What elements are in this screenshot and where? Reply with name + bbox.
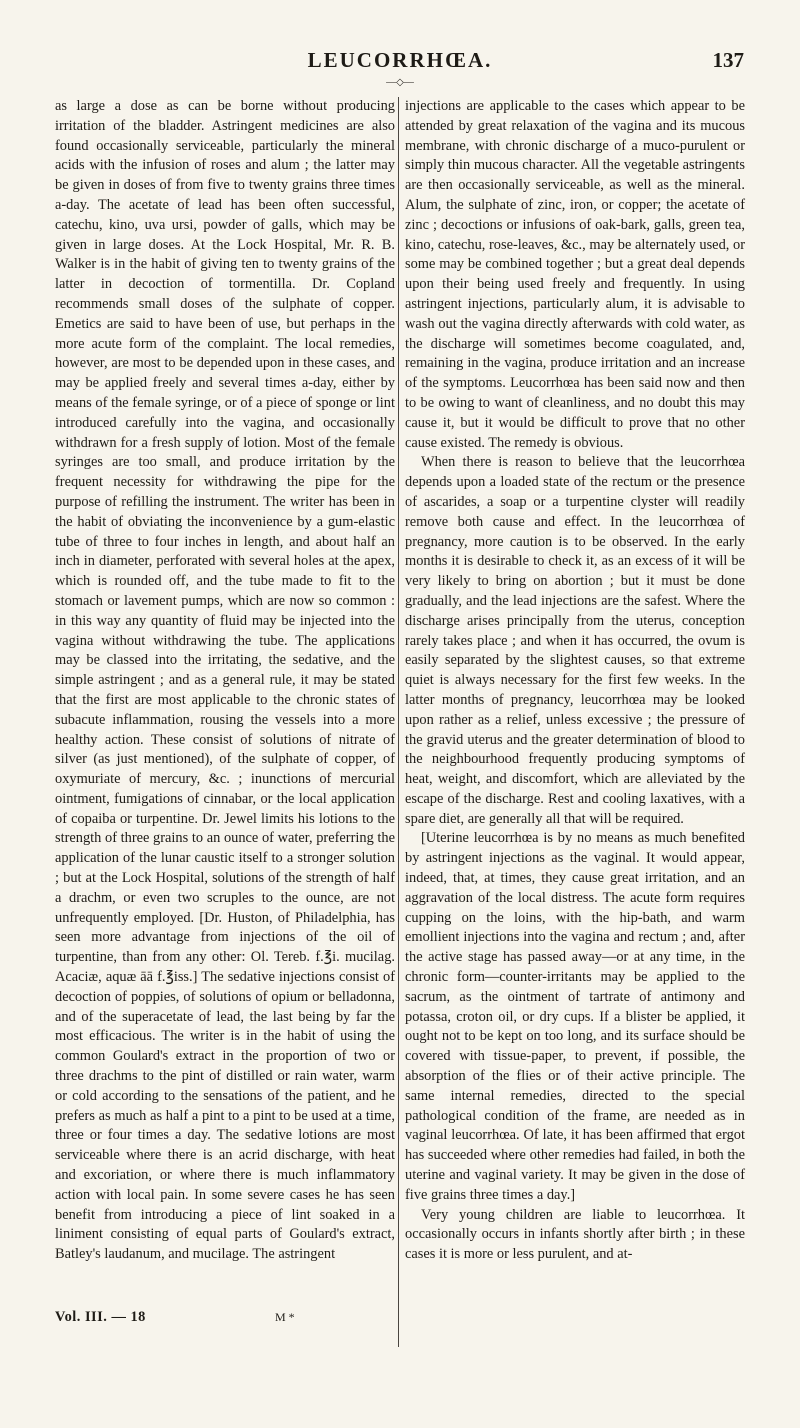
paragraph: as large a dose as can be borne without producing irritation of the bladder. Astringent medicines are also found occasionally serviceable, particularly the mineral acids with the infusion of roses and alum ; the latter may be given in doses of from five to twenty grains three times a-day. The acetate of lead has been often successful, catechu, kino, uva ursi, powder of galls, which may be given in large doses. At the Lock Hospital, Mr. R. B. Walker is in the habit of giving ten to twenty grains of the latter in decoction of tormentilla. Dr. Copland recommends small doses of the sulphate of copper. Emetics are said to have been of use, but perhaps in the more acute form of the complaint. The local remedies, however, are most to be depended upon in these cases, and may be applied freely and several times a-day, either by means of the female syringe, or of a piece of sponge or lint introduced carefully into the vagina, and occasionally withdrawn for a fresh supply of lotion. Most of the female syringes are too small, and produce irritation by the frequent necessity for withdrawing the pipe for the purpose of refilling the instrument. The writer has been in the habit of obviating the inconvenience by a gum-elastic tube of three to four inches in length, and about half an inch in diameter, perforated with several holes at the apex, which is rounded off, and the tube made to fit to the stomach or lavement pumps, which are now so common : in this way any quantity of fluid may be injected into the vagina without withdrawing the tube. The applications may be classed into the irritating, the sedative, and the simple astringent ; and as a general rule, it may be stated that the first are most applicable to the chronic states of subacute inflammation, rousing the vessels into a more healthy action. These consist of solutions of nitrate of silver (as just mentioned), of the sulphate of copper, of oxymuriate of mercury, &c. ; inunctions of mercurial ointment, fumigations of cinnabar, or the local application of copaiba or turpentine. Dr. Jewel limits his lotions to the strength of three grains to an ounce of water, preferring the application of the lunar caustic itself to a stronger solution ; but at the Lock Hospital, solutions of the strength of half a drachm, or even two scruples to the ounce, are not unfrequently employed. [Dr. Huston, of Philadelphia, has seen more advantage from injections of the oil of turpentine, than from any other: Ol. Tereb. f.℥i. mucilag. Acaciæ, aquæ āā f.℥iss.] The sedative injections consist of decoction of poppies, of solutions of opium or belladonna, and of the superacetate of lead, the last being by far the most efficacious. The writer is in the habit of using the common Goulard's extract in the proportion of two or three drachms to the pint of distilled or rain water, warm or cold according to the sensations of the patient, and he prefers as much as half a pint to a pint to be used at a time, three or four times a day. The sedative lotions are most serviceable where there is an acrid discharge, with heat and excoriation, or where there is much inflammatory action with local pain. In some severe cases he has seen benefit from introducing a piece of lint soaked in a liniment consisting of equal parts of Goulard's extract, Batley's laudanum, and mucilage. The astringent bbox=[55, 98, 395, 1263]
left-column bbox=[55, 97, 395, 1265]
right-column bbox=[405, 97, 745, 1265]
column-divider bbox=[398, 97, 399, 1347]
sheet-mark: M * bbox=[275, 1310, 295, 1324]
page-number: 137 bbox=[712, 48, 744, 72]
paragraph: [Uterine leucorrhœa is by no means as much benefited by astringent injections as the vaginal. It would appear, indeed, that, at times, they cause great irritation, and an aggravation of the local distress. The acute form requires cupping on the loins, with the hip-bath, and warm emollient injections into the vagina and rectum ; and, after the active stage has passed away—or at any time, in the chronic form—counter-irritants may be applied to the sacrum, as the ointment of tartrate of antimony and potassa, croton oil, or dry cups. If a blister be applied, it ought not to be kept on too long, and its surface should be covered with tissue-paper, to prevent, if possible, the absorption of the flies or of their active principle. The same internal remedies, directed to the special pathological condition of the frame, are needed as in vaginal leucorrhœa. Of late, it has been affirmed that ergot has succeeded where other remedies had failed, in both the uterine and vaginal variety. It may be given in the dose of five grains three times a day.] bbox=[405, 830, 745, 1203]
header-ornament: —◇— bbox=[386, 77, 414, 88]
paragraph: Very young children are liable to leucorrhœa. It occasionally occurs in infants shortly after birth ; in these cases it is more or less purulent, and at- bbox=[405, 1206, 745, 1263]
paragraph: When there is reason to believe that the leucorrhœa depends upon a loaded state of the rectum or the presence of ascarides, a soap or a turpentine clyster will readily remove both cause and effect. In the leucorrhœa of pregnancy, more caution is to be observed. In the early months it is desirable to check it, as an excess of it will be very likely to bring on abortion ; but it must be done gradually, and the lead injections are the safest. Where the discharge arises principally from the uterus, conception rarely takes place ; and when it has occurred, the ovum is easily separated by the slightest causes, so that extreme quiet is always necessary for the first few weeks. In the latter months of pregnancy, leucorrhœa may be looked upon rather as a relief, unless excessive ; the pressure of the gravid uterus and the greater determination of blood to the neighbourhood frequently producing symptoms of heat, weight, and discomfort, which are alleviated by the escape of the discharge. Rest and cooling laxatives, with a spare diet, are generally all that will be required. bbox=[405, 454, 745, 827]
paragraph: injections are applicable to the cases which appear to be attended by great relaxation of the vagina and its mucous membrane, with chronic discharge of a muco-purulent or simply thin mucous character. All the vegetable astringents are then occasionally serviceable, as well as the mineral. Alum, the sulphate of zinc, iron, or copper; the acetate of zinc ; decoctions or infusions of oak-bark, galls, green tea, kino, catechu, rose-leaves, &c., may be alternately used, or some may be combined together ; but a great deal depends upon their being used freely and frequently. In using astringent injections, particularly alum, it is advisable to wash out the vagina directly afterwards with cold water, as the discharge will sometimes become coagulated, and, remaining in the vagina, produce irritation and an increase of the symptoms. Leucorrhœa has been said now and then to be owing to want of cleanliness, and no doubt this may cause it, but it would be difficult to prove that no other cause existed. The remedy is obvious. bbox=[405, 98, 745, 451]
running-title: LEUCORRHŒA. bbox=[307, 48, 493, 72]
volume-signature: Vol. III. — 18 bbox=[55, 1309, 146, 1325]
page-header bbox=[56, 48, 744, 88]
